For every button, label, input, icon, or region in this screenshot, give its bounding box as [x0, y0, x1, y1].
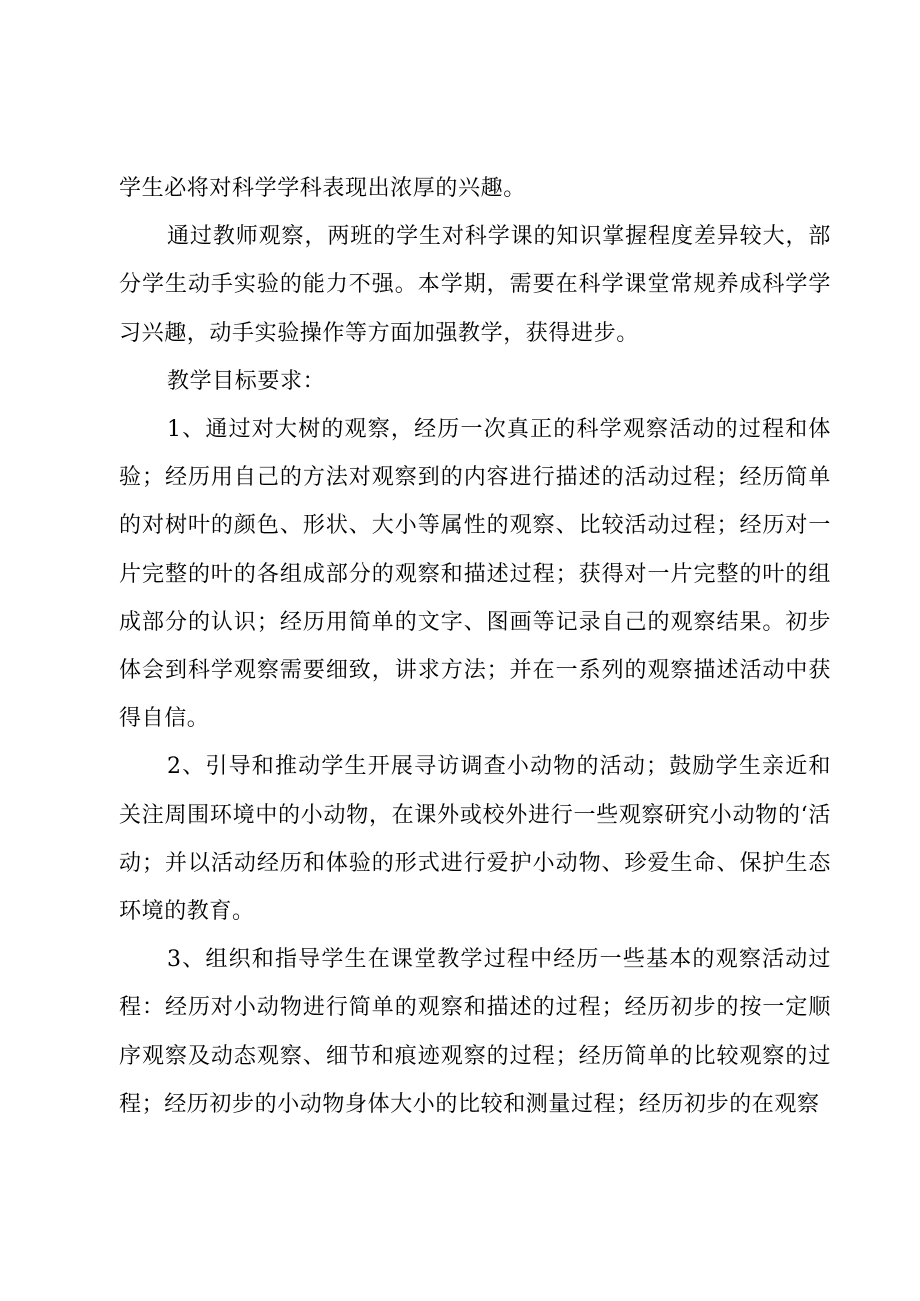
- paragraph-goal-1: 1、通过对大树的观察，经历一次真正的科学观察活动的过程和体验；经历用自己的方法对观察到的内容进行描述的活动过程；经历简单的对树叶的颜色、形状、大小等属性的观察、比较活动过程；经历对一片完整的叶的各组成部分的观察和描述过程；获得对一片完整的叶的组成部分的认识；经历用简单的文字、图画等记录自己的观察结果。初步体会到科学观察需要细致，讲求方法；并在一系列的观察描述活动中获得自信。: [119, 417, 831, 732]
- paragraph-observation: 通过教师观察，两班的学生对科学课的知识掌握程度差异较大，部分学生动手实验的能力不强。本学期，需要在科学课堂常规养成科学学习兴趣，动手实验操作等方面加强教学，获得进步。: [119, 224, 831, 346]
- paragraph-goals-heading: 教学目标要求：: [167, 368, 326, 394]
- document-body: [119, 165, 831, 1129]
- paragraph-goal-3: 3、组织和指导学生在课堂教学过程中经历一些基本的观察活动过程：经历对小动物进行简单的观察和描述的过程；经历初步的按一定顺序观察及动态观察、细节和痕迹观察的过程；经历简单的比较观察的过程；经历初步的小动物身体大小的比较和测量过程；经历初步的在观察: [119, 947, 831, 1117]
- paragraph-goal-2: 2、引导和推动学生开展寻访调查小动物的活动；鼓励学生亲近和关注周围环境中的小动物，在课外或校外进行一些观察研究小动物的‘活动；并以活动经历和体验的形式进行爱护小动物、珍爱生命、保护生态环境的教育。: [119, 754, 831, 925]
- paragraph-continuation: 学生必将对科学学科表现出浓厚的兴趣。: [119, 176, 526, 201]
